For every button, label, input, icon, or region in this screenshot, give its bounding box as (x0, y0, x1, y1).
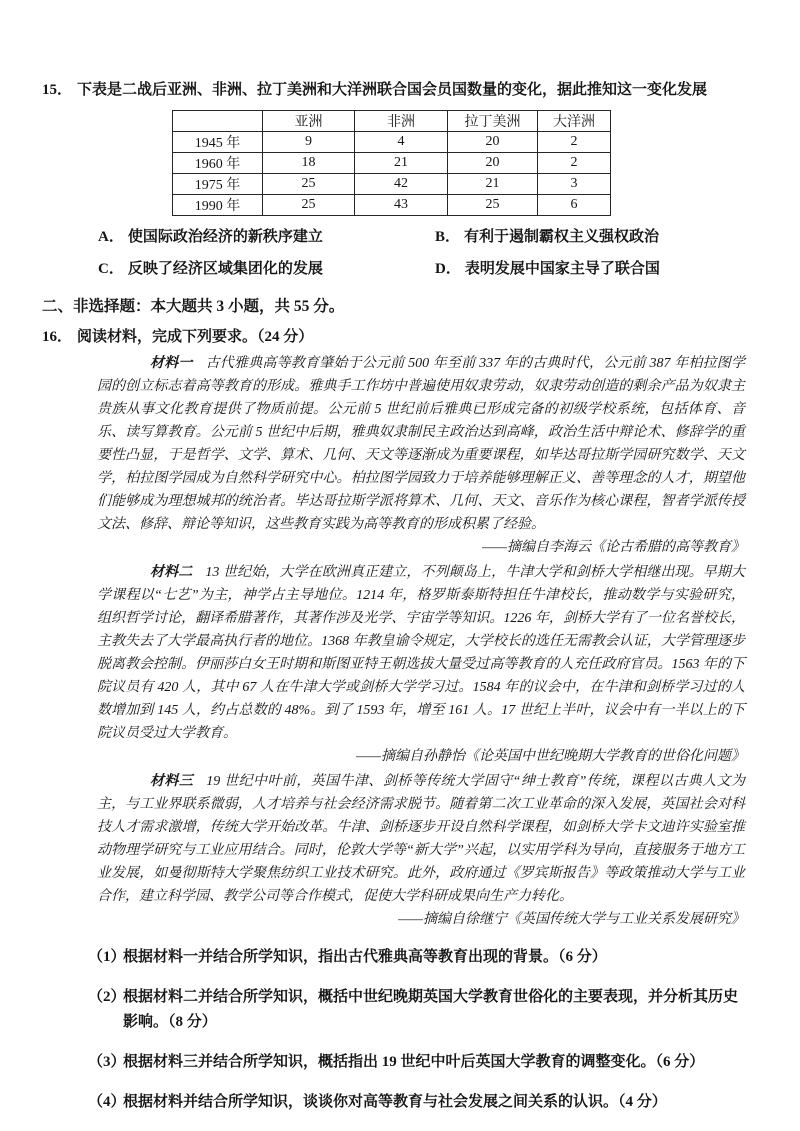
material-1-paragraph (97, 352, 745, 536)
table-cell: 25 (263, 195, 355, 216)
subquestion-2-number: （2） (88, 989, 126, 1005)
question-16-number: 16． (42, 329, 73, 345)
table-header-cell: 拉丁美洲 (448, 111, 538, 132)
question-15-stem: 下表是二战后亚洲、非洲、拉丁美洲和大洋洲联合国会员国数量的变化，据此推知这一变化发展 (77, 82, 708, 98)
material-1-source: ——摘编自李海云《论古希腊的高等教育》 (482, 540, 745, 555)
question-15 (42, 78, 745, 103)
table-cell: 3 (538, 174, 611, 195)
options-row-1 (98, 225, 745, 250)
subquestion-1-text: 根据材料一并结合所学知识，指出古代雅典高等教育出现的背景。（6 分） (123, 949, 607, 965)
table-cell: 20 (448, 153, 538, 174)
option-c-text: 反映了经济区域集团化的发展 (127, 261, 323, 277)
material-2-text: 13 世纪始，大学在欧洲真正建立，不列颠岛上，牛津大学和剑桥大学相继出现。早期大学课程以“七艺”为主，神学占主导地位。1214 年，格罗斯泰斯特担任牛津校长，推动数学与实验研究，组织哲学讨论，翻译希腊著作，其著作涉及光学、宇宙学等知识。1226 年，剑桥大学有了一位名誉校长，主教失去了大学最高执行者的地位。1368 年教皇谕令规定，大学校长的选任无需教会认证，大学管理逐步脱离教会控制。伊丽莎白女王时期和斯图亚特王朝选拔大量受过高等教育的人充任政府官员。1563 年的下院议员有 420 人，其中 67 人在牛津大学或剑桥大学学习过。1584 年的议会中，在牛津和剑桥学习过的人数增加到 145 人，约占总数的 48%。到了 1593 年，增至 161 人。17 世纪上半叶，议会中有一半以上的下院议员受过大学教育。 (97, 565, 746, 741)
question-15-number: 15． (42, 82, 73, 98)
table-cell: 25 (448, 195, 538, 216)
table-header-cell: 非洲 (355, 111, 448, 132)
table-cell: 4 (355, 132, 448, 153)
material-3-text: 19 世纪中叶前，英国牛津、剑桥等传统大学固守“绅士教育”传统，课程以古典人文为主，与工业界联系微弱，人才培养与社会经济需求脱节。随着第二次工业革命的深入发展，英国社会对科技人才需求激增，传统大学开始改革。牛津、剑桥逐步开设自然科学课程，如剑桥大学卡文迪许实验室推动物理学研究与工业应用结合。同时，伦敦大学等“新大学”兴起，以实用学科为导向，直接服务于地方工业发展，如曼彻斯特大学聚焦纺织工业技术研究。此外，政府通过《罗宾斯报告》等政策推动大学与工业合作，建立科学园、教学公司等合作模式，促使大学科研成果向生产力转化。 (97, 774, 746, 904)
table-header-cell: 亚洲 (263, 111, 355, 132)
un-members-table (172, 110, 611, 216)
option-a-label: A． (98, 229, 124, 245)
table-header-row (173, 111, 611, 132)
table-row (173, 132, 611, 153)
material-2-source: ——摘编自孙静怡《论英国中世纪晚期大学教育的世俗化问题》 (356, 749, 745, 764)
table-cell: 2 (538, 153, 611, 174)
section-2-heading: 二、非选择题：本大题共 3 小题，共 55 分。 (42, 298, 345, 315)
option-d-text: 表明发展中国家主导了联合国 (464, 261, 660, 277)
option-c-label: C． (98, 261, 124, 277)
material-3-source: ——摘编自徐继宁《英国传统大学与工业关系发展研究》 (398, 912, 745, 927)
subquestion-4-text: 根据材料并结合所学知识，谈谈你对高等教育与社会发展之间关系的认识。（4 分） (123, 1094, 667, 1110)
table-cell: 21 (355, 153, 448, 174)
question-16 (42, 325, 745, 350)
option-d (435, 257, 660, 282)
material-1-label: 材料一 (150, 356, 193, 371)
materials-block (97, 352, 745, 931)
table-header-cell (173, 111, 263, 132)
table-header-cell: 大洋洲 (538, 111, 611, 132)
table-cell: 43 (355, 195, 448, 216)
options-block (98, 225, 745, 282)
table-cell: 42 (355, 174, 448, 195)
table-cell: 1975 年 (173, 174, 263, 195)
material-2-paragraph (97, 561, 745, 745)
table-row (173, 174, 611, 195)
material-3-paragraph (97, 770, 745, 908)
table-row (173, 153, 611, 174)
table-cell: 1990 年 (173, 195, 263, 216)
option-a (98, 225, 435, 250)
table-row (173, 195, 611, 216)
subquestion-1-number: （1） (88, 949, 126, 965)
subquestion-3-text: 根据材料三并结合所学知识，概括指出 19 世纪中叶后英国大学教育的调整变化。（6 分） (123, 1054, 705, 1070)
material-3-label: 材料三 (150, 774, 194, 789)
option-b-text: 有利于遏制霸权主义强权政治 (464, 229, 660, 245)
subquestions-block (88, 945, 745, 1115)
options-row-2 (98, 257, 745, 282)
table-cell: 1945 年 (173, 132, 263, 153)
subquestion-3 (88, 1050, 745, 1075)
subquestion-1 (88, 945, 745, 970)
table-cell: 18 (263, 153, 355, 174)
subquestion-2-text: 根据材料二并结合所学知识，概括中世纪晚期英国大学教育世俗化的主要表现，并分析其历史影响。（8 分） (123, 989, 739, 1030)
option-d-label: D． (435, 261, 461, 277)
table-cell: 9 (263, 132, 355, 153)
option-a-text: 使国际政治经济的新秩序建立 (127, 229, 323, 245)
table-cell: 20 (448, 132, 538, 153)
material-2-label: 材料二 (150, 565, 193, 580)
question-16-stem: 阅读材料，完成下列要求。（24 分） (77, 329, 314, 345)
option-b (435, 225, 659, 250)
option-c (98, 257, 435, 282)
subquestion-4 (88, 1090, 745, 1115)
table-cell: 21 (448, 174, 538, 195)
table-cell: 2 (538, 132, 611, 153)
option-b-label: B． (435, 229, 461, 245)
subquestion-3-number: （3） (88, 1054, 126, 1070)
subquestion-4-number: （4） (88, 1094, 126, 1110)
table-cell: 25 (263, 174, 355, 195)
subquestion-2 (88, 985, 745, 1035)
table-cell: 6 (538, 195, 611, 216)
table-cell: 1960 年 (173, 153, 263, 174)
material-1-text: 古代雅典高等教育肇始于公元前 500 年至前 337 年的古典时代，公元前 387 年柏拉图学园的创立标志着高等教育的形成。雅典手工作坊中普遍使用奴隶劳动，奴隶劳动创造的剩余产品为奴隶主贵族从事文化教育提供了物质前提。公元前 5 世纪前后雅典已形成完备的初级学校系统，包括体育、音乐、读写算教育。公元前 5 世纪中后期，雅典奴隶制民主政治达到高峰，政治生活中辩论术、修辞学的重要性凸显，于是哲学、文学、算术、几何、天文等逐渐成为重要课程，如毕达哥拉斯学园研究数学、天文学，柏拉图学园成为自然科学研究中心。柏拉图学园致力于培养能够理解正义、善等理念的人才，期望他们能够成为理想城邦的统治者。毕达哥拉斯学派将算术、几何、天文、音乐作为核心课程，智者学派传授文法、修辞、辩论等知识，这些教育实践为高等教育的形成积累了经验。 (97, 356, 746, 532)
